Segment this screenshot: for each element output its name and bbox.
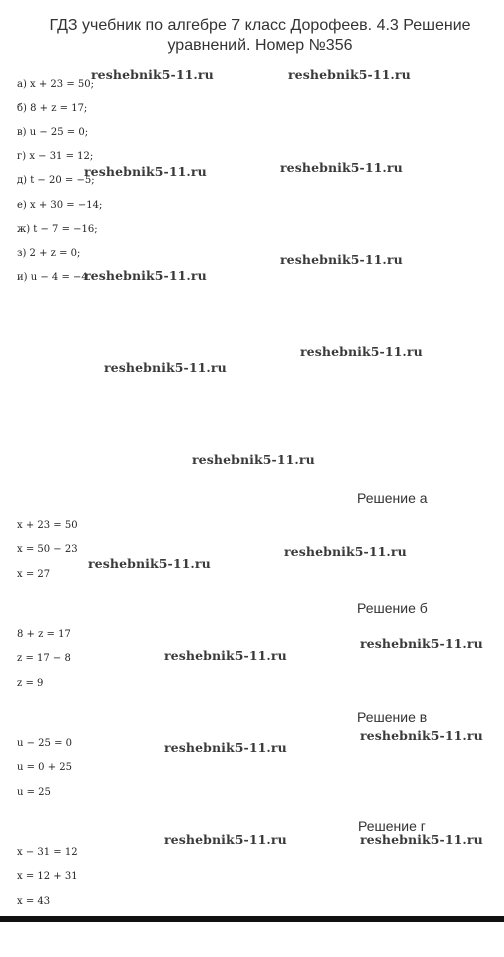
equation-i: и) u − 4 = −4. [17, 272, 91, 283]
solution-heading-v: Решение в [357, 709, 428, 725]
equation-zh: ж) t − 7 = −16; [17, 224, 98, 235]
solution-heading-g: Решение г [358, 818, 426, 834]
watermark: reshebnik5-11.ru [84, 164, 207, 179]
watermark: reshebnik5-11.ru [192, 452, 315, 467]
equation-b: б) 8 + z = 17; [17, 103, 88, 114]
equation-g: г) x − 31 = 12; [17, 151, 94, 162]
equation-e: е) x + 30 = −14; [17, 200, 103, 211]
watermark: reshebnik5-11.ru [360, 636, 483, 651]
watermark: reshebnik5-11.ru [360, 832, 483, 847]
page-title: ГДЗ учебник по алгебре 7 класс Дорофеев. 4.3 Решение уравнений. Номер №356 [49, 17, 471, 54]
watermark: reshebnik5-11.ru [88, 556, 211, 571]
watermark: reshebnik5-11.ru [360, 728, 483, 743]
solution-g-line-1: x − 31 = 12 [17, 847, 78, 858]
watermark: reshebnik5-11.ru [104, 360, 227, 375]
watermark: reshebnik5-11.ru [164, 740, 287, 755]
equation-z: з) 2 + z = 0; [17, 248, 81, 259]
bottom-divider [0, 916, 504, 922]
equation-v: в) u − 25 = 0; [17, 127, 89, 138]
watermark: reshebnik5-11.ru [91, 67, 214, 82]
watermark: reshebnik5-11.ru [284, 544, 407, 559]
equation-d: д) t − 20 = −5; [17, 175, 95, 186]
solution-g-line-3: x = 43 [17, 896, 51, 907]
solution-v-line-1: u − 25 = 0 [17, 738, 72, 749]
watermark: reshebnik5-11.ru [280, 252, 403, 267]
solution-heading-a: Решение а [357, 490, 428, 506]
solution-a-line-3: x = 27 [17, 569, 51, 580]
solution-v-line-2: u = 0 + 25 [17, 762, 72, 773]
solution-b-line-1: 8 + z = 17 [17, 629, 71, 640]
watermark: reshebnik5-11.ru [164, 648, 287, 663]
solution-b-line-2: z = 17 − 8 [17, 653, 71, 664]
watermark: reshebnik5-11.ru [300, 344, 423, 359]
watermark: reshebnik5-11.ru [84, 268, 207, 283]
solution-heading-b: Решение б [357, 600, 428, 616]
watermark: reshebnik5-11.ru [280, 160, 403, 175]
watermark: reshebnik5-11.ru [288, 67, 411, 82]
watermark: reshebnik5-11.ru [164, 832, 287, 847]
solution-a-line-2: x = 50 − 23 [17, 544, 78, 555]
solution-v-line-3: u = 25 [17, 787, 51, 798]
solution-g-line-2: x = 12 + 31 [17, 871, 78, 882]
solution-a-line-1: x + 23 = 50 [17, 520, 78, 531]
solution-b-line-3: z = 9 [17, 678, 44, 689]
equation-a: а) x + 23 = 50; [17, 79, 94, 90]
